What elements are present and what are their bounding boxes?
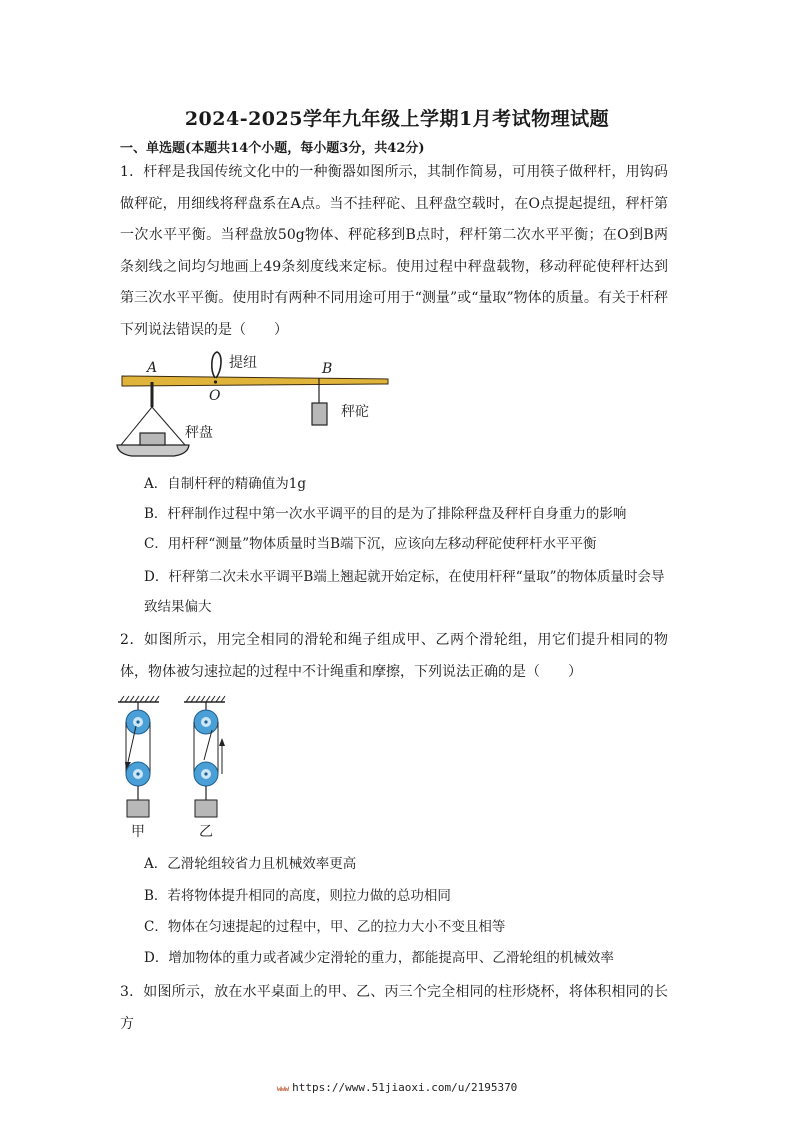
q1-option-a[interactable]: A．自制杆秤的精确值为1g: [144, 476, 306, 492]
label-chengtuo: 秤砣: [341, 404, 369, 420]
label-yi: 乙: [199, 824, 213, 840]
section-heading: 一、单选题(本题共14个小题，每小题3分，共42分): [120, 141, 425, 156]
q1-option-c[interactable]: C．用杆秤“测量”物体质量时当B端下沉，应该向左移动秤砣使秤杆水平平衡: [144, 536, 597, 552]
label-a: A: [147, 360, 158, 376]
footer-mark: www: [276, 1084, 289, 1093]
pan-object: [140, 433, 165, 445]
label-tizu: 提纽: [229, 355, 257, 371]
q2-option-c[interactable]: C．物体在匀速提起的过程中，甲、乙的拉力大小不变且相等: [144, 919, 506, 935]
question-3-text: 3．如图所示，放在水平桌面上的甲、乙、丙三个完全相同的柱形烧杯，将体积相同的长方: [120, 984, 668, 1032]
yi-weight: [195, 800, 217, 817]
page-title: 2024-2025学年九年级上学期1月考试物理试题: [184, 108, 610, 130]
label-o: O: [209, 388, 221, 404]
question-2-text: 2．如图所示，用完全相同的滑轮和绳子组成甲、乙两个滑轮组，用它们提升相同的物体，物体被匀速拉起的过程中不计绳重和摩擦，下列说法正确的是（ ）: [120, 632, 668, 680]
label-b: B: [322, 361, 333, 377]
footer: [0, 1081, 794, 1094]
q2-option-d[interactable]: D．增加物体的重力或者减少定滑轮的重力，都能提高甲、乙滑轮组的机械效率: [144, 950, 614, 966]
q2-option-b[interactable]: B．若将物体提升相同的高度，则拉力做的总功相同: [144, 888, 451, 904]
steelyard-beam: [122, 376, 388, 386]
q1-option-d[interactable]: D．杆秤第二次未水平调平B端上翘起就开始定标，在使用杆秤“量取”的物体质量时会导致结果偏大: [144, 569, 665, 615]
q1-option-b[interactable]: B．杆秤制作过程中第一次水平调平的目的是为了排除秤盘及秤杆自身重力的影响: [144, 506, 627, 522]
label-jia: 甲: [131, 824, 145, 840]
pulley-figure: [112, 690, 242, 842]
steelyard-figure: [112, 348, 402, 460]
footer-url[interactable]: https://www.51jiaoxi.com/u/2195370: [292, 1081, 518, 1094]
jia-weight: [127, 800, 149, 817]
q2-option-a[interactable]: A．乙滑轮组较省力且机械效率更高: [144, 856, 357, 872]
steelyard-weight: [312, 403, 327, 425]
scale-pan: [117, 445, 189, 456]
lifting-knob-loop: [212, 352, 221, 378]
label-chengpan: 秤盘: [185, 425, 213, 441]
question-1-text: 1．杆秤是我国传统文化中的一种衡器如图所示，其制作简易，可用筷子做秤杆，用钩码做秤砣，用细线将秤盘系在A点。当不挂秤砣、且秤盘空载时，在O点提起提纽，秤杆第一次水平平衡。当秤盘放50g物体、秤砣移到B点时，秤杆第二次水平平衡；在O到B两条刻线之间均匀地画上49条刻度线来定标。使用过程中秤盘载物，移动秤砣使秤杆达到第三次水平平衡。使用时有两种不同用途可用于“测量”或“量取”物体的质量。有关于杆秤下列说法错误的是（ ）: [120, 164, 668, 338]
